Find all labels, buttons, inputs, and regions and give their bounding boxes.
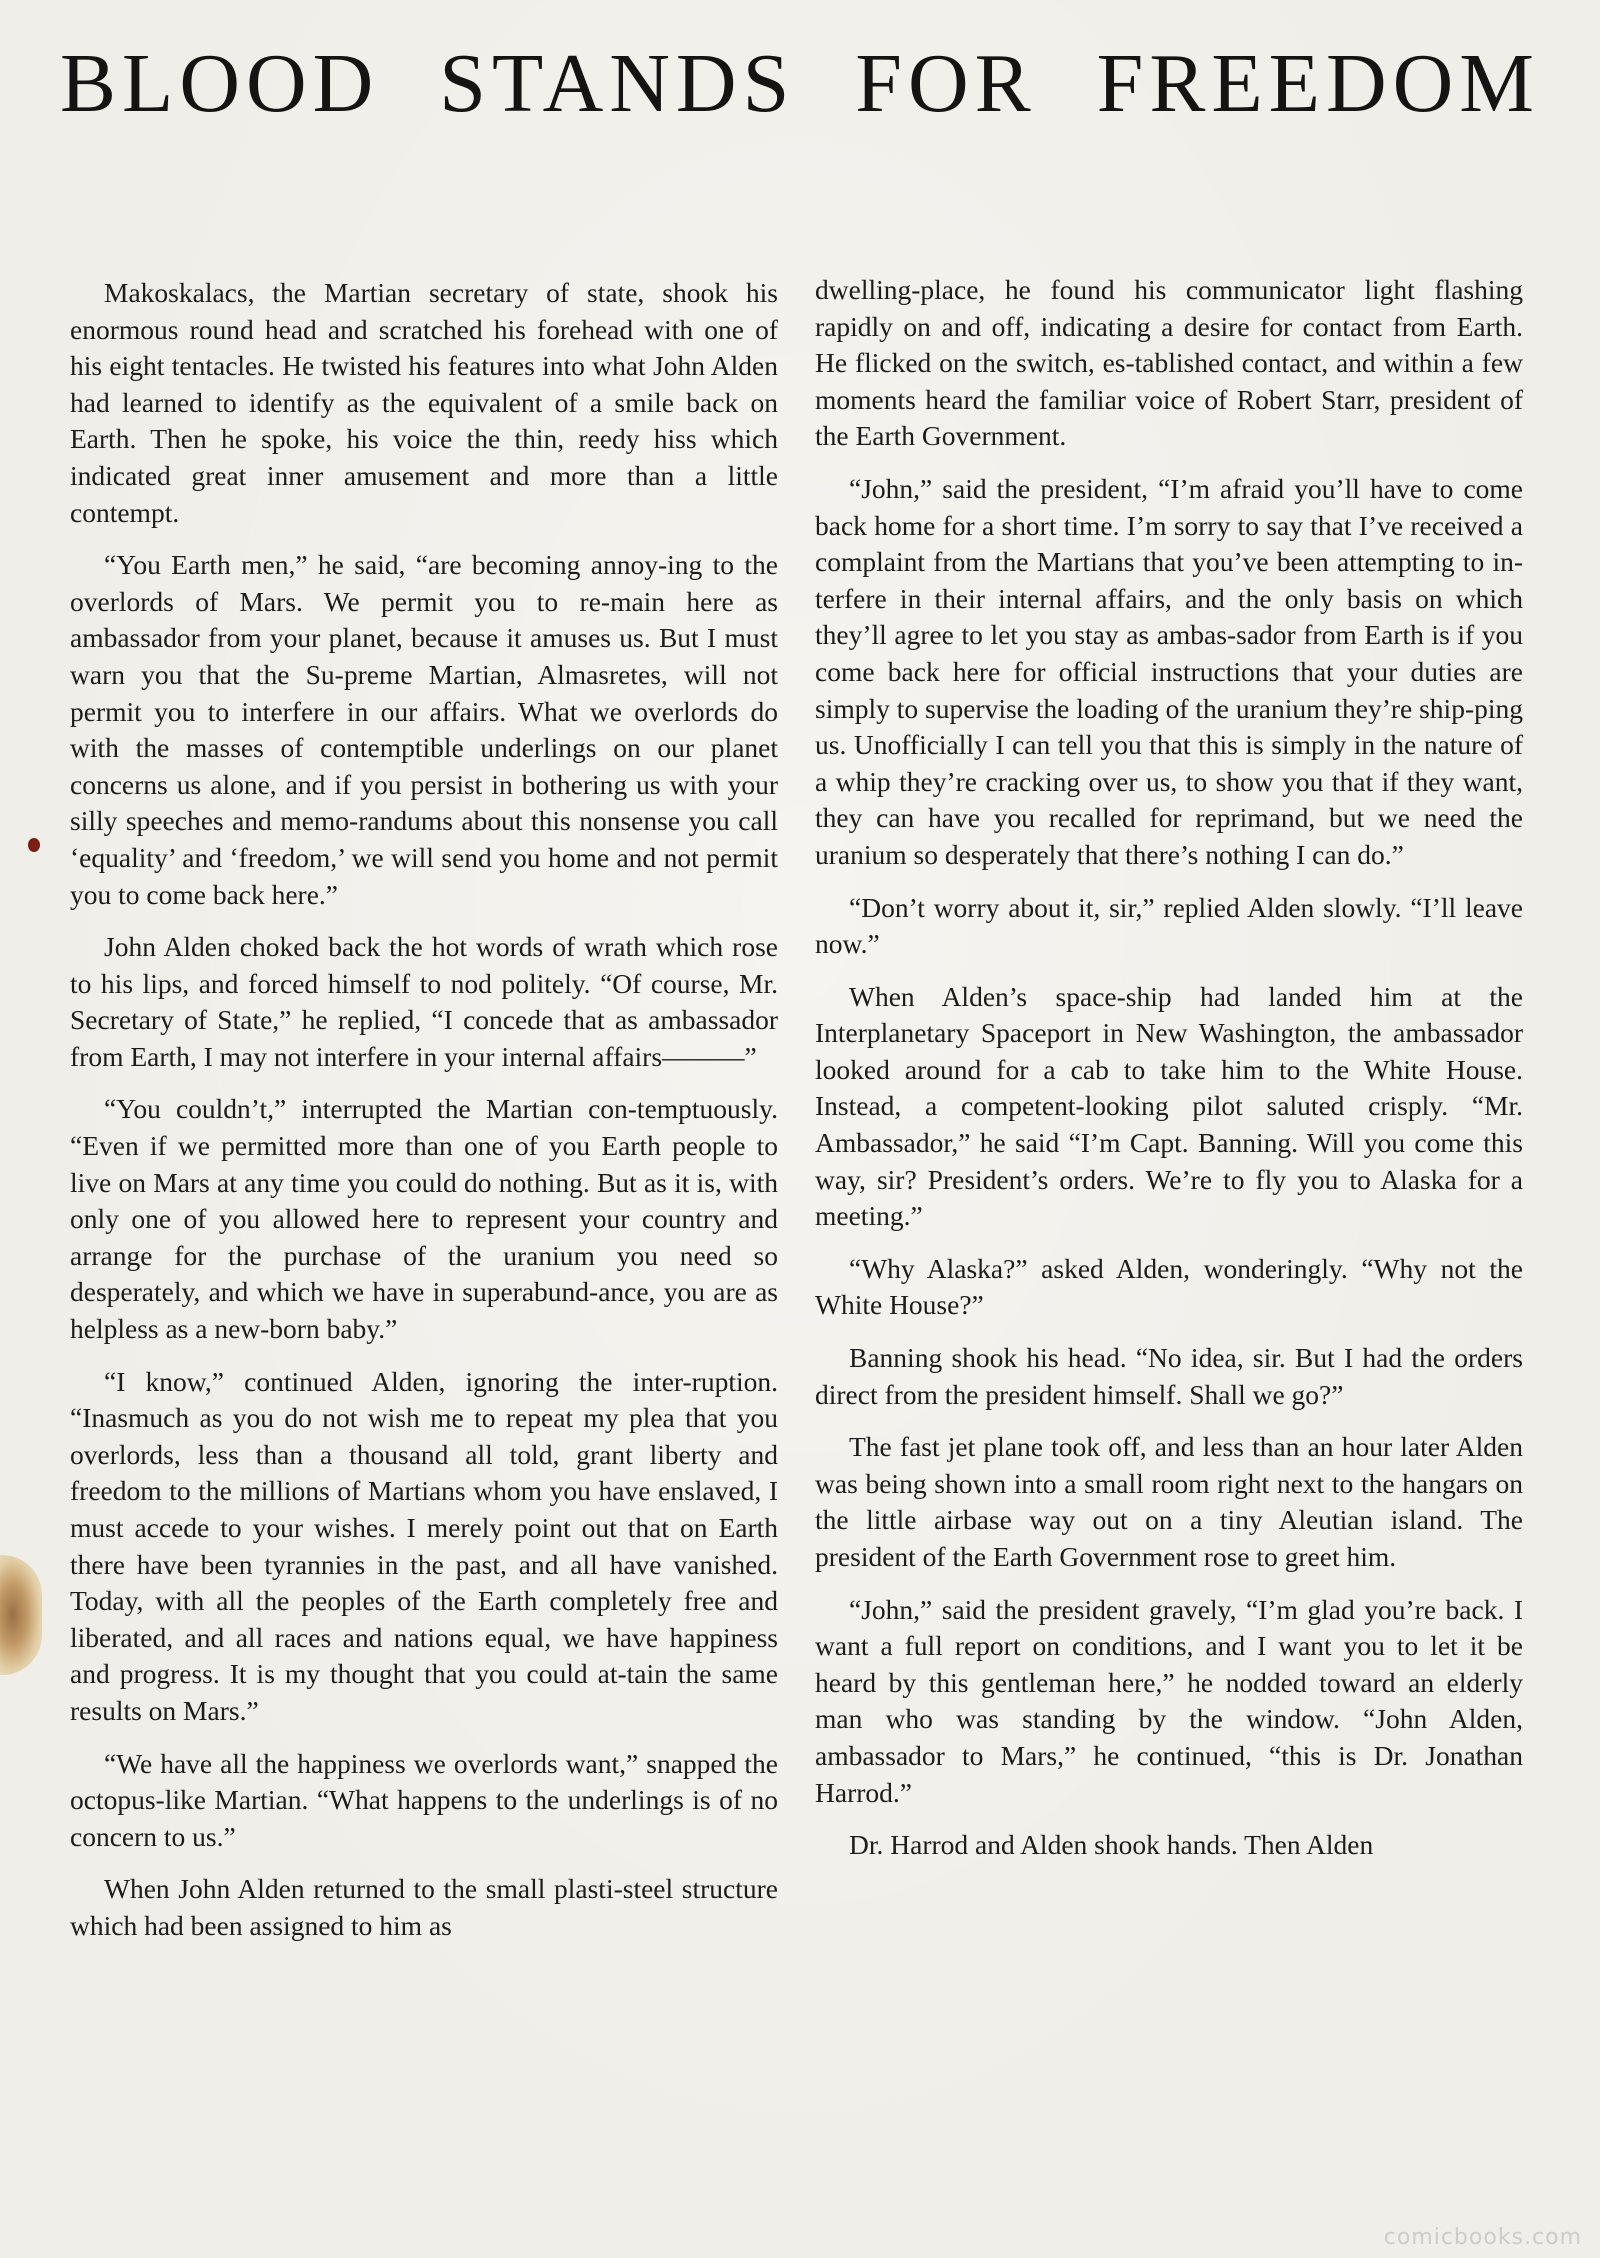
left-column (70, 275, 778, 1961)
paragraph: “I know,” continued Alden, ignoring the inter-ruption. “Inasmuch as you do not wish me to repeat my plea that you overlords, less than a thousand all told, grant liberty and freedom to the millions of Martians whom you have enslaved, I must accede to your wishes. I merely point out that on Earth there have been tyrannies in the past, and all have vanished. Today, with all the peoples of the Earth completely free and liberated, and all races and nations equal, we have happiness and progress. It is my thought that you could at-tain the same results on Mars.” (70, 1365, 778, 1726)
watermark: comicbooks.com (1383, 2225, 1582, 2250)
ink-spot (28, 838, 40, 852)
paragraph: “You couldn’t,” interrupted the Martian con-temptuously. “Even if we permitted more than one of you Earth people to live on Mars at any time you could do nothing. But as it is, with only one of you allowed here to represent your country and arrange for the purchase of the uranium you need so desperately, and which we have in superabund-ance, you are as helpless as a new-born baby.” (70, 1093, 778, 1345)
paragraph: “John,” said the president gravely, “I’m glad you’re back. I want a full report on conditions, and I want you to let it be heard by this gentleman here,” he nodded toward an elderly man who was standing by the window. “John Alden, ambassador to Mars,” he continued, “this is Dr. Jonathan Harrod.” (815, 1593, 1523, 1808)
paragraph: John Alden choked back the hot words of wrath which rose to his lips, and forced himself to nod politely. “Of course, Mr. Secretary of State,” he replied, “I concede that as ambassador from Earth, I may not interfere in your internal affairs———” (70, 931, 778, 1072)
paragraph: “John,” said the president, “I’m afraid you’ll have to come back home for a short time. I’m sorry to say that I’ve received a complaint from the Martians that you’ve been attempting to in-terfere in their internal affairs, and the only basis on which they’ll agree to let you stay as ambas-sador from Earth is if you come back here for official instructions that your duties are simply to supervise the loading of the uranium they’re ship-ping us. Unofficially I can tell you that this is simply in the nature of a whip they’re cracking over us, to show you that if they want, they can have you recalled for reprimand, but we need the uranium so desperately that there’s nothing I can do.” (815, 472, 1523, 870)
paragraph: Makoskalacs, the Martian secretary of state, shook his enormous round head and scratched his forehead with one of his eight tentacles. He twisted his features into what John Alden had learned to identify as the equivalent of a smile back on Earth. Then he spoke, his voice the thin, reedy hiss which indicated great inner amusement and more than a little contempt. (70, 277, 778, 528)
paragraph: “You Earth men,” he said, “are becoming annoy-ing to the overlords of Mars. We permit you to re-main here as ambassador from your planet, because it amuses us. But I must warn you that the Su-preme Martian, Almasretes, will not permit you to interfere in our affairs. What we overlords do with the masses of contemptible underlings on our planet concerns us alone, and if you persist in bothering us with your silly speeches and memo-randums about this nonsense you call ‘equality’ and ‘freedom,’ we will send you home and not permit you to come back here.” (70, 549, 778, 910)
paragraph: When Alden’s space-ship had landed him at the Interplanetary Spaceport in New Washington, the ambassador looked around for a cab to take him to the White House. Instead, a competent-looking pilot saluted crisply. “Mr. Ambassador,” he said “I’m Capt. Banning. Will you come this way, sir? President’s orders. We’re to fly you to Alaska for a meeting.” (815, 980, 1523, 1232)
paragraph: Banning shook his head. “No idea, sir. But I had the orders direct from the president himself. Shall we go?” (815, 1342, 1523, 1410)
paper-stain (0, 1555, 42, 1675)
paragraph: “Don’t worry about it, sir,” replied Alden slowly. “I’ll leave now.” (815, 891, 1523, 960)
paragraph: When John Alden returned to the small plasti-steel structure which had been assigned to him as (70, 1873, 778, 1941)
right-column (815, 272, 1523, 1880)
paragraph: “Why Alaska?” asked Alden, wonderingly. “Why not the White House?” (815, 1252, 1523, 1321)
paragraph: Dr. Harrod and Alden shook hands. Then Alden (849, 1829, 1374, 1861)
paragraph: “We have all the happiness we overlords want,” snapped the octopus-like Martian. “What happens to the underlings is of no concern to us.” (70, 1747, 778, 1852)
paragraph: The fast jet plane took off, and less than an hour later Alden was being shown into a small room right next to the hangars on the little airbase way out on a tiny Aleutian island. The president of the Earth Government rose to greet him. (815, 1431, 1523, 1572)
story-title: BLOOD STANDS FOR FREEDOM (60, 37, 1540, 130)
paragraph-continued: dwelling-place, he found his communicator light flashing rapidly on and off, indicating a desire for contact from Earth. He flicked on the switch, es-tablished contact, and within a few moments heard the familiar voice of Robert Starr, president of the Earth Government. (815, 274, 1523, 452)
